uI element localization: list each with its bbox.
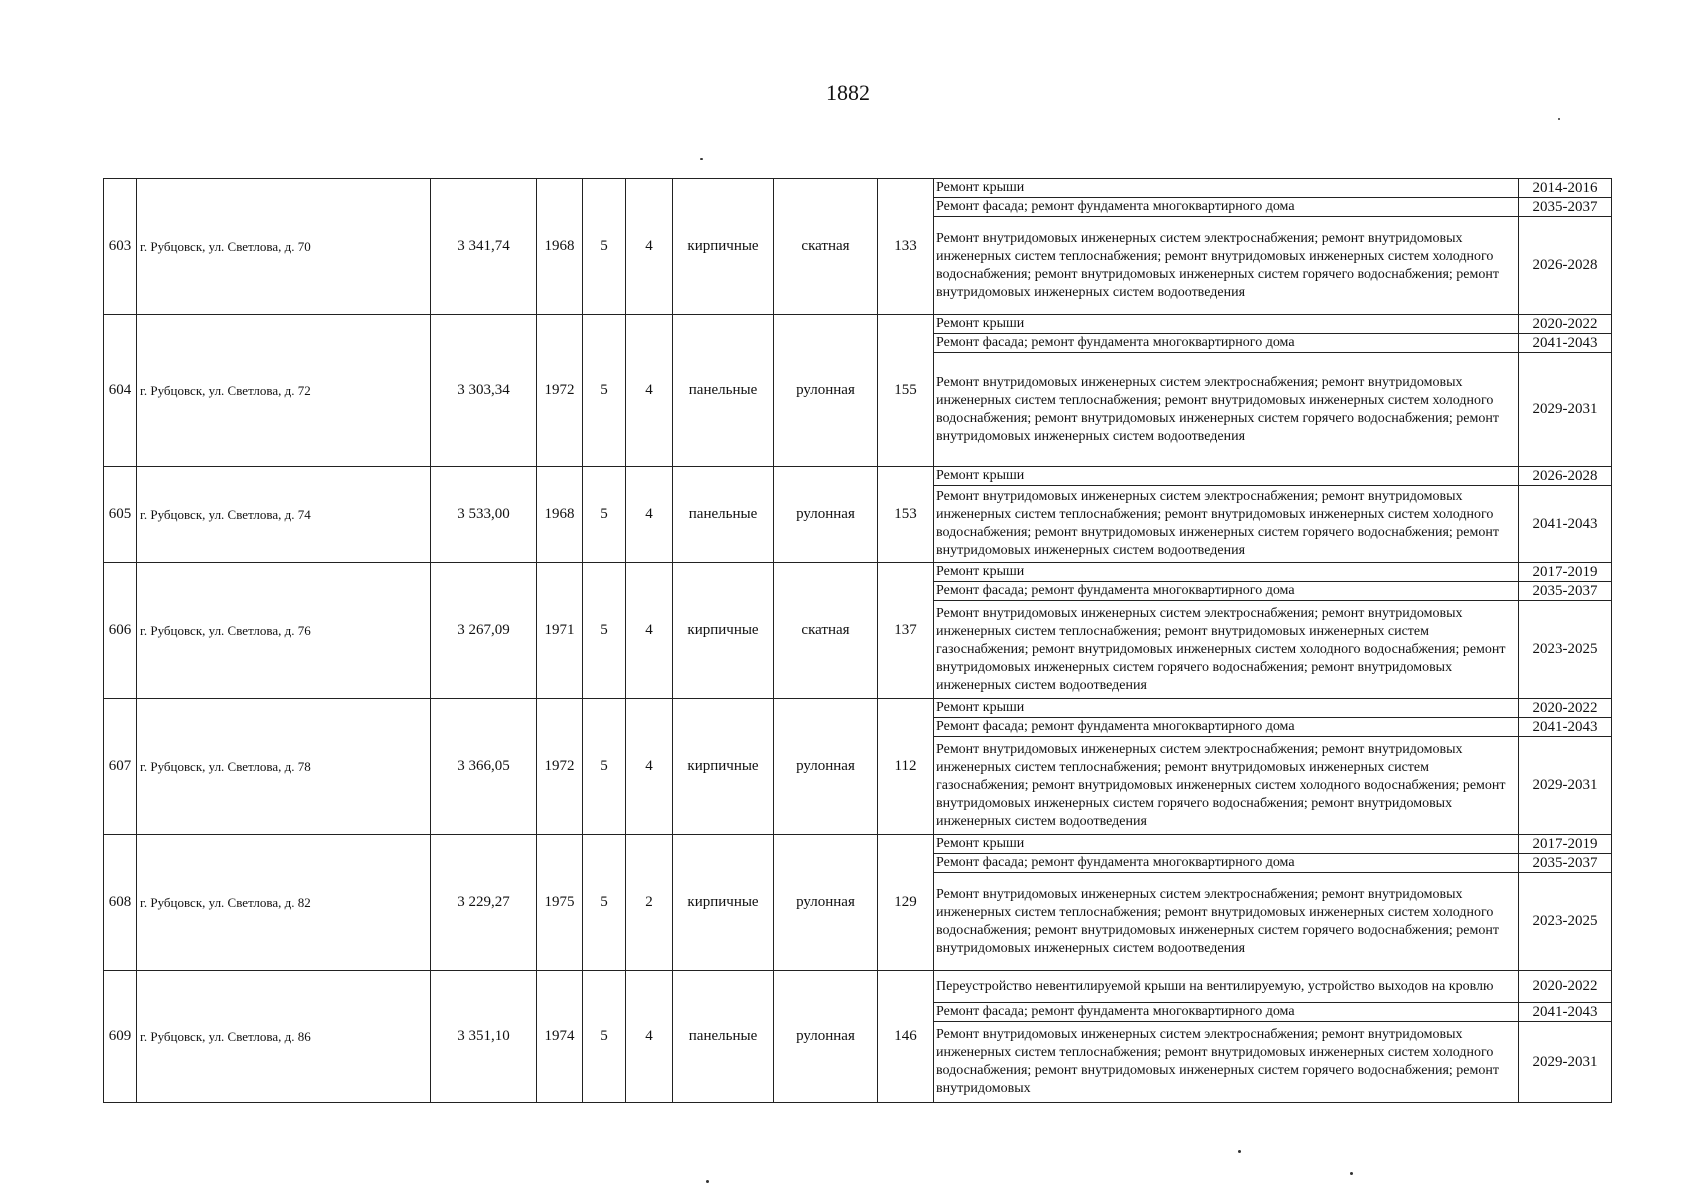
- row-entrances: 2: [626, 835, 673, 971]
- row-roof-type: рулонная: [774, 467, 878, 563]
- repair-work-description: Ремонт фасада; ремонт фундамента многоквартирного дома: [934, 1003, 1519, 1022]
- repair-work-description: Ремонт фасада; ремонт фундамента многоквартирного дома: [934, 334, 1519, 353]
- scan-speck: [1238, 1150, 1241, 1153]
- row-area: 3 229,27: [431, 835, 537, 971]
- repair-period: 2017-2019: [1519, 563, 1612, 582]
- scan-speck: [1558, 118, 1560, 120]
- repair-period: 2041-2043: [1519, 1003, 1612, 1022]
- row-entrances: 4: [626, 467, 673, 563]
- repair-work-description: Ремонт фасада; ремонт фундамента многоквартирного дома: [934, 198, 1519, 217]
- row-floors: 5: [583, 467, 626, 563]
- row-entrances: 4: [626, 315, 673, 467]
- scan-speck: [706, 1180, 709, 1183]
- row-entrances: 4: [626, 563, 673, 699]
- row-floors: 5: [583, 835, 626, 971]
- repair-work-description: Ремонт внутридомовых инженерных систем электроснабжения; ремонт внутридомовых инженерных систем теплоснабжения; ремонт внутридомовых инженерных систем холодного водоснабжения; ремонт внутридомовых инженерных систем горячего водоснабжения; ремонт внутридомовых инженерных систем водоотведения: [934, 873, 1519, 971]
- scan-speck: [700, 158, 703, 160]
- row-wall-material: кирпичные: [673, 179, 774, 315]
- row-roof-type: скатная: [774, 563, 878, 699]
- row-year: 1972: [537, 699, 583, 835]
- repair-period: 2029-2031: [1519, 353, 1612, 467]
- row-entrances: 4: [626, 179, 673, 315]
- table-row: [104, 179, 1612, 198]
- row-area: 3 533,00: [431, 467, 537, 563]
- table-row: [104, 971, 1612, 1003]
- repair-period: 2029-2031: [1519, 737, 1612, 835]
- repair-period: 2035-2037: [1519, 582, 1612, 601]
- row-address: г. Рубцовск, ул. Светлова, д. 74: [137, 467, 431, 563]
- repair-work-description: Ремонт фасада; ремонт фундамента многоквартирного дома: [934, 582, 1519, 601]
- repair-period: 2020-2022: [1519, 971, 1612, 1003]
- row-year: 1974: [537, 971, 583, 1103]
- repair-period: 2041-2043: [1519, 334, 1612, 353]
- repair-period: 2029-2031: [1519, 1022, 1612, 1103]
- repair-period: 2035-2037: [1519, 198, 1612, 217]
- repair-work-description: Ремонт внутридомовых инженерных систем электроснабжения; ремонт внутридомовых инженерных систем теплоснабжения; ремонт внутридомовых инженерных систем газоснабжения; ремонт внутридомовых инженерных систем холодного водоснабжения; ремонт внутридомовых инженерных систем горячего водоснабжения; ремонт внутридомовых инженерных систем водоотведения: [934, 737, 1519, 835]
- row-floors: 5: [583, 179, 626, 315]
- table-row: [104, 699, 1612, 718]
- row-wall-material: панельные: [673, 467, 774, 563]
- repair-period: 2026-2028: [1519, 467, 1612, 486]
- row-number: 609: [104, 971, 137, 1103]
- table-row: [104, 315, 1612, 334]
- row-address: г. Рубцовск, ул. Светлова, д. 78: [137, 699, 431, 835]
- row-residents: 137: [878, 563, 934, 699]
- row-floors: 5: [583, 971, 626, 1103]
- repair-work-description: Ремонт фасада; ремонт фундамента многоквартирного дома: [934, 854, 1519, 873]
- row-wall-material: кирпичные: [673, 835, 774, 971]
- row-year: 1971: [537, 563, 583, 699]
- row-year: 1968: [537, 179, 583, 315]
- repair-work-description: Ремонт крыши: [934, 179, 1519, 198]
- row-address: г. Рубцовск, ул. Светлова, д. 76: [137, 563, 431, 699]
- repair-period: 2014-2016: [1519, 179, 1612, 198]
- row-address: г. Рубцовск, ул. Светлова, д. 70: [137, 179, 431, 315]
- repair-work-description: Ремонт внутридомовых инженерных систем электроснабжения; ремонт внутридомовых инженерных систем теплоснабжения; ремонт внутридомовых инженерных систем газоснабжения; ремонт внутридомовых инженерных систем холодного водоснабжения; ремонт внутридомовых инженерных систем горячего водоснабжения; ремонт внутридомовых инженерных систем водоотведения: [934, 601, 1519, 699]
- row-residents: 146: [878, 971, 934, 1103]
- repair-period: 2023-2025: [1519, 873, 1612, 971]
- row-year: 1972: [537, 315, 583, 467]
- table-row: [104, 563, 1612, 582]
- row-residents: 153: [878, 467, 934, 563]
- repair-work-description: Ремонт внутридомовых инженерных систем электроснабжения; ремонт внутридомовых инженерных систем теплоснабжения; ремонт внутридомовых инженерных систем холодного водоснабжения; ремонт внутридомовых инженерных систем горячего водоснабжения; ремонт внутридомовых инженерных систем водоотведения: [934, 353, 1519, 467]
- repair-period: 2035-2037: [1519, 854, 1612, 873]
- row-year: 1968: [537, 467, 583, 563]
- row-number: 607: [104, 699, 137, 835]
- table-row: [104, 835, 1612, 854]
- repair-period: 2017-2019: [1519, 835, 1612, 854]
- repair-work-description: Переустройство невентилируемой крыши на вентилируемую, устройство выходов на кровлю: [934, 971, 1519, 1003]
- row-entrances: 4: [626, 971, 673, 1103]
- row-address: г. Рубцовск, ул. Светлова, д. 72: [137, 315, 431, 467]
- row-year: 1975: [537, 835, 583, 971]
- row-wall-material: кирпичные: [673, 699, 774, 835]
- table-row: [104, 467, 1612, 486]
- row-area: 3 366,05: [431, 699, 537, 835]
- repair-period: 2041-2043: [1519, 486, 1612, 563]
- row-roof-type: рулонная: [774, 315, 878, 467]
- row-number: 606: [104, 563, 137, 699]
- repair-period: 2026-2028: [1519, 217, 1612, 315]
- row-address: г. Рубцовск, ул. Светлова, д. 82: [137, 835, 431, 971]
- row-number: 603: [104, 179, 137, 315]
- repair-period: 2041-2043: [1519, 718, 1612, 737]
- repair-work-description: Ремонт крыши: [934, 467, 1519, 486]
- row-area: 3 341,74: [431, 179, 537, 315]
- row-residents: 155: [878, 315, 934, 467]
- row-residents: 133: [878, 179, 934, 315]
- row-area: 3 303,34: [431, 315, 537, 467]
- scan-speck: [1350, 1172, 1353, 1175]
- row-entrances: 4: [626, 699, 673, 835]
- row-number: 604: [104, 315, 137, 467]
- repair-work-description: Ремонт крыши: [934, 315, 1519, 334]
- repair-work-description: Ремонт фасада; ремонт фундамента многоквартирного дома: [934, 718, 1519, 737]
- row-area: 3 267,09: [431, 563, 537, 699]
- row-roof-type: рулонная: [774, 971, 878, 1103]
- row-wall-material: панельные: [673, 971, 774, 1103]
- row-roof-type: рулонная: [774, 699, 878, 835]
- row-roof-type: рулонная: [774, 835, 878, 971]
- row-number: 605: [104, 467, 137, 563]
- row-floors: 5: [583, 563, 626, 699]
- repair-work-description: Ремонт внутридомовых инженерных систем электроснабжения; ремонт внутридомовых инженерных систем теплоснабжения; ремонт внутридомовых инженерных систем холодного водоснабжения; ремонт внутридомовых инженерных систем горячего водоснабжения; ремонт внутридомовых: [934, 1022, 1519, 1103]
- row-roof-type: скатная: [774, 179, 878, 315]
- row-floors: 5: [583, 699, 626, 835]
- row-floors: 5: [583, 315, 626, 467]
- repair-work-description: Ремонт крыши: [934, 699, 1519, 718]
- row-number: 608: [104, 835, 137, 971]
- row-address: г. Рубцовск, ул. Светлова, д. 86: [137, 971, 431, 1103]
- row-residents: 129: [878, 835, 934, 971]
- row-wall-material: кирпичные: [673, 563, 774, 699]
- repair-period: 2020-2022: [1519, 315, 1612, 334]
- row-residents: 112: [878, 699, 934, 835]
- repair-work-description: Ремонт крыши: [934, 563, 1519, 582]
- repair-work-description: Ремонт внутридомовых инженерных систем электроснабжения; ремонт внутридомовых инженерных систем теплоснабжения; ремонт внутридомовых инженерных систем холодного водоснабжения; ремонт внутридомовых инженерных систем горячего водоснабжения; ремонт внутридомовых инженерных систем водоотведения: [934, 217, 1519, 315]
- repair-period: 2020-2022: [1519, 699, 1612, 718]
- capital-repair-table: [103, 178, 1612, 1103]
- row-wall-material: панельные: [673, 315, 774, 467]
- repair-work-description: Ремонт внутридомовых инженерных систем электроснабжения; ремонт внутридомовых инженерных систем теплоснабжения; ремонт внутридомовых инженерных систем холодного водоснабжения; ремонт внутридомовых инженерных систем горячего водоснабжения; ремонт внутридомовых инженерных систем водоотведения: [934, 486, 1519, 563]
- repair-work-description: Ремонт крыши: [934, 835, 1519, 854]
- page-number: 1882: [826, 80, 870, 105]
- repair-period: 2023-2025: [1519, 601, 1612, 699]
- row-area: 3 351,10: [431, 971, 537, 1103]
